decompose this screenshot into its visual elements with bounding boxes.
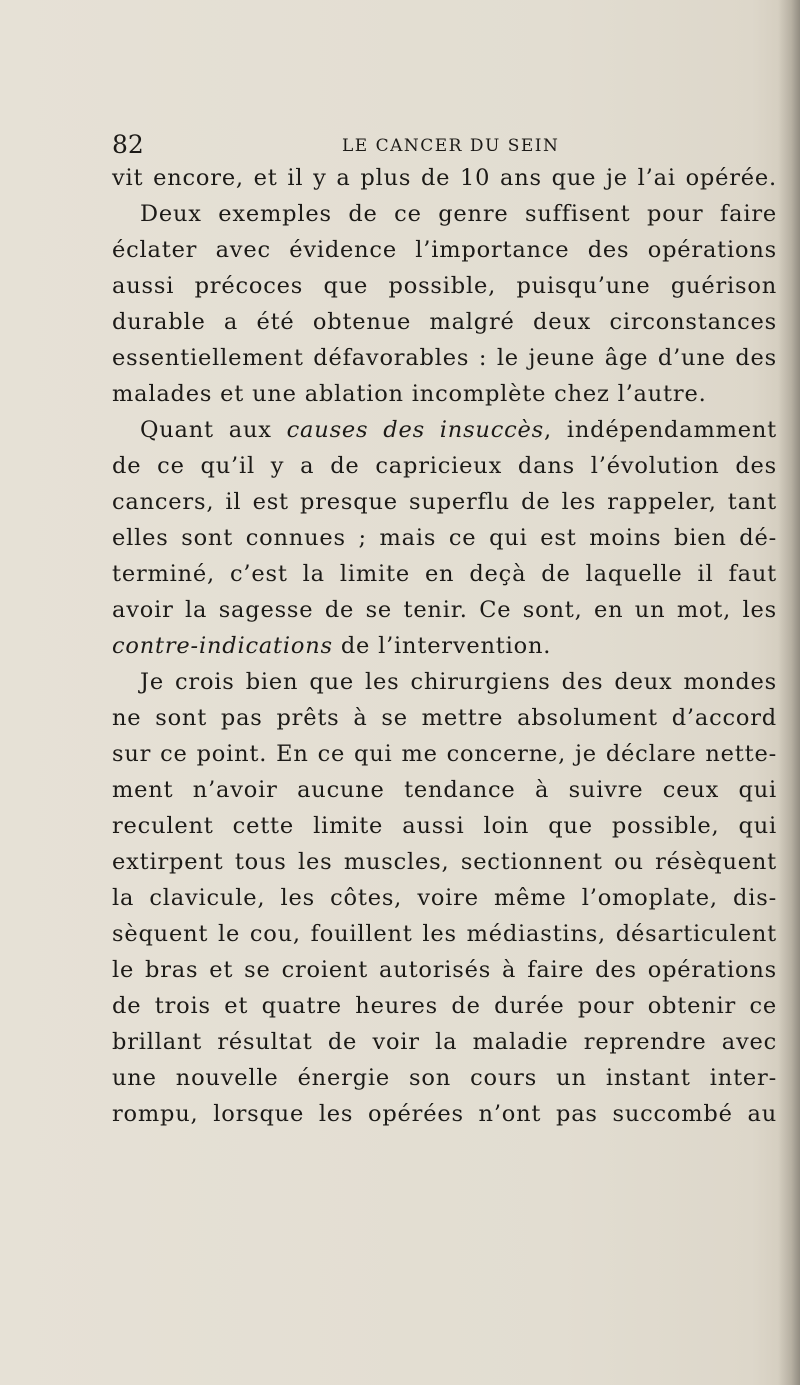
text-line: vit encore, et il y a plus de 10 ans que je l’ai opérée. [112,165,777,191]
text-line: ne sont pas prêts à se mettre absolument d’accord [112,705,777,731]
text-line: le bras et se croient autorisés à faire des opérations [112,957,777,983]
italic-phrase: contre-indications [112,633,333,659]
text-line: contre-indications de l’intervention. [112,633,552,659]
text-line: extirpent tous les muscles, sectionnent ou résèquent [112,849,777,875]
body-text [112,160,777,1132]
text-line: durable a été obtenue malgré deux circonstances [112,309,777,335]
running-title: LE CANCER DU SEIN [342,136,560,156]
text-line: rompu, lorsque les opérées n’ont pas succombé au [112,1101,777,1127]
text-line: la clavicule, les côtes, voire même l’omoplate, dis- [112,885,777,911]
text-line: malades et une ablation incomplète chez l’autre. [112,381,707,407]
text-line: elles sont connues ; mais ce qui est moins bien dé- [112,525,777,551]
page-edge-shadow [778,0,800,1385]
text-line: une nouvelle énergie son cours un instant inter- [112,1065,777,1091]
text-line: Deux exemples de ce genre suffisent pour faire [140,201,777,227]
text-line: reculent cette limite aussi loin que possible, qui [112,813,777,839]
text-line: sèquent le cou, fouillent les médiastins, désarticulent [112,921,777,947]
text-line: ment n’avoir aucune tendance à suivre ceux qui [112,777,777,803]
text-line: cancers, il est presque superflu de les rappeler, tant [112,489,777,515]
text-line: terminé, c’est la limite en deçà de laquelle il faut [112,561,777,587]
text-line: Je crois bien que les chirurgiens des deux mondes [140,669,777,695]
page-header [112,128,772,162]
text-line: brillant résultat de voir la maladie reprendre avec [112,1029,777,1055]
text-line: Quant aux causes des insuccès, indépendamment [140,417,777,443]
text-line: aussi précoces que possible, puisqu’une guérison [112,273,777,299]
text-line: de trois et quatre heures de durée pour obtenir ce [112,993,777,1019]
text-line: de ce qu’il y a de capricieux dans l’évolution des [112,453,777,479]
text-line: éclater avec évidence l’importance des opérations [112,237,777,263]
text-line: sur ce point. En ce qui me concerne, je déclare nette- [112,741,777,767]
text-line: avoir la sagesse de se tenir. Ce sont, en un mot, les [112,597,777,623]
page-number: 82 [112,130,144,159]
italic-phrase: causes des insuccès [286,417,544,443]
text-line: essentiellement défavorables : le jeune âge d’une des [112,345,777,371]
